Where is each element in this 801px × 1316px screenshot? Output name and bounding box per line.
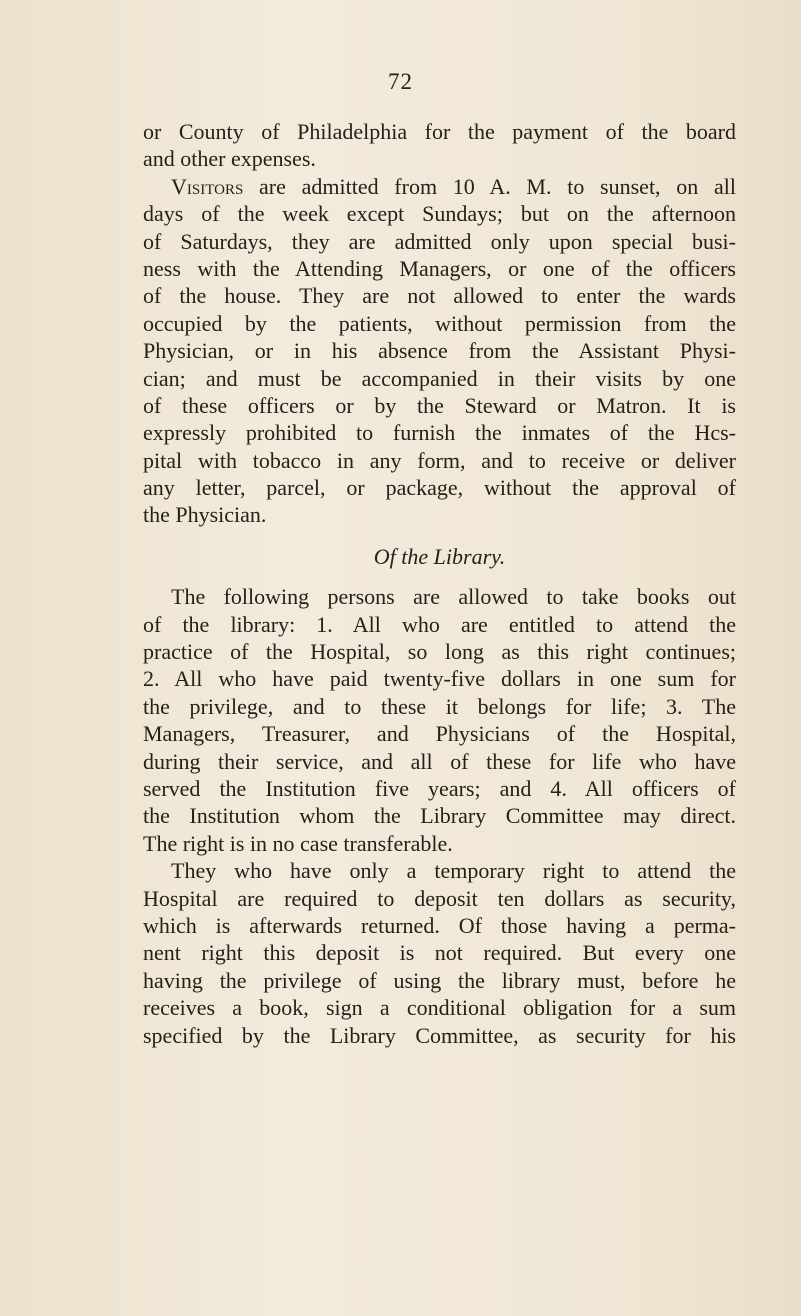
text-line: receives a book, sign a conditional obligation for a sum xyxy=(143,995,736,1021)
visitors-lead-word: Visitors xyxy=(171,173,244,199)
text-line: served the Institution five years; and 4. All officers of xyxy=(143,776,736,801)
text-line: during their service, and all of these for life who have xyxy=(143,748,736,774)
text-line: specified by the Library Committee, as security for his xyxy=(143,1022,736,1048)
text-line: Physician, or in his absence from the Assistant Physi- xyxy=(143,338,736,364)
section-heading: Of the Library. xyxy=(373,543,506,569)
text-line: ness with the Attending Managers, or one of the officers xyxy=(143,255,736,281)
text-line: any letter, parcel, or package, without the approval of xyxy=(143,475,736,501)
text-line: days of the week except Sundays; but on the afternoon xyxy=(143,201,736,227)
text-line: Managers, Treasurer, and Physicians of the Hospital, xyxy=(143,721,736,747)
text-line: pital with tobacco in any form, and to receive or deliver xyxy=(143,447,736,473)
text-line: or County of Philadelphia for the payment of the board xyxy=(143,119,736,144)
text-line xyxy=(143,173,736,200)
paragraph-visitors xyxy=(143,173,736,529)
paragraph-library-borrowers xyxy=(143,583,736,857)
text-line: which is afterwards returned. Of those having a perma- xyxy=(143,912,736,938)
text-line: the privilege, and to these it belongs for life; 3. The xyxy=(143,693,736,719)
text-line: expressly prohibited to furnish the inmates of the Hcs- xyxy=(143,420,736,446)
text-line: practice of the Hospital, so long as this right continues; xyxy=(143,639,736,665)
text-line: of these officers or by the Steward or Matron. It is xyxy=(143,392,736,418)
paragraph-continuation xyxy=(143,118,736,173)
text-line: The right is in no case transferable. xyxy=(143,830,453,856)
text-line: and other expenses. xyxy=(143,146,316,172)
text-line: cian; and must be accompanied in their visits by one xyxy=(143,365,736,391)
text-block xyxy=(143,118,736,1049)
page-number: 72 xyxy=(388,69,413,94)
text-line: nent right this deposit is not required. But every one xyxy=(143,940,736,966)
text-line: occupied by the patients, without permission from the xyxy=(143,310,736,336)
paragraph-deposit xyxy=(143,857,736,1049)
text-line: of the library: 1. All who are entitled to attend the xyxy=(143,611,736,637)
text-line: the Physician. xyxy=(143,502,267,528)
text-line: Hospital are required to deposit ten dollars as security, xyxy=(143,885,736,911)
text-line: of Saturdays, they are admitted only upon special busi- xyxy=(143,228,736,254)
text-line-rest: are admitted from 10 A. M. to sunset, on all xyxy=(243,173,736,199)
text-line: The following persons are allowed to take books out xyxy=(171,584,736,610)
text-line: They who have only a temporary right to attend the xyxy=(171,858,736,884)
text-line: 2. All who have paid twenty-five dollars in one sum for xyxy=(143,666,736,692)
text-line: having the privilege of using the library must, before he xyxy=(143,967,736,993)
text-line: the Institution whom the Library Committee may direct. xyxy=(143,803,736,829)
text-line: of the house. They are not allowed to enter the wards xyxy=(143,283,736,309)
